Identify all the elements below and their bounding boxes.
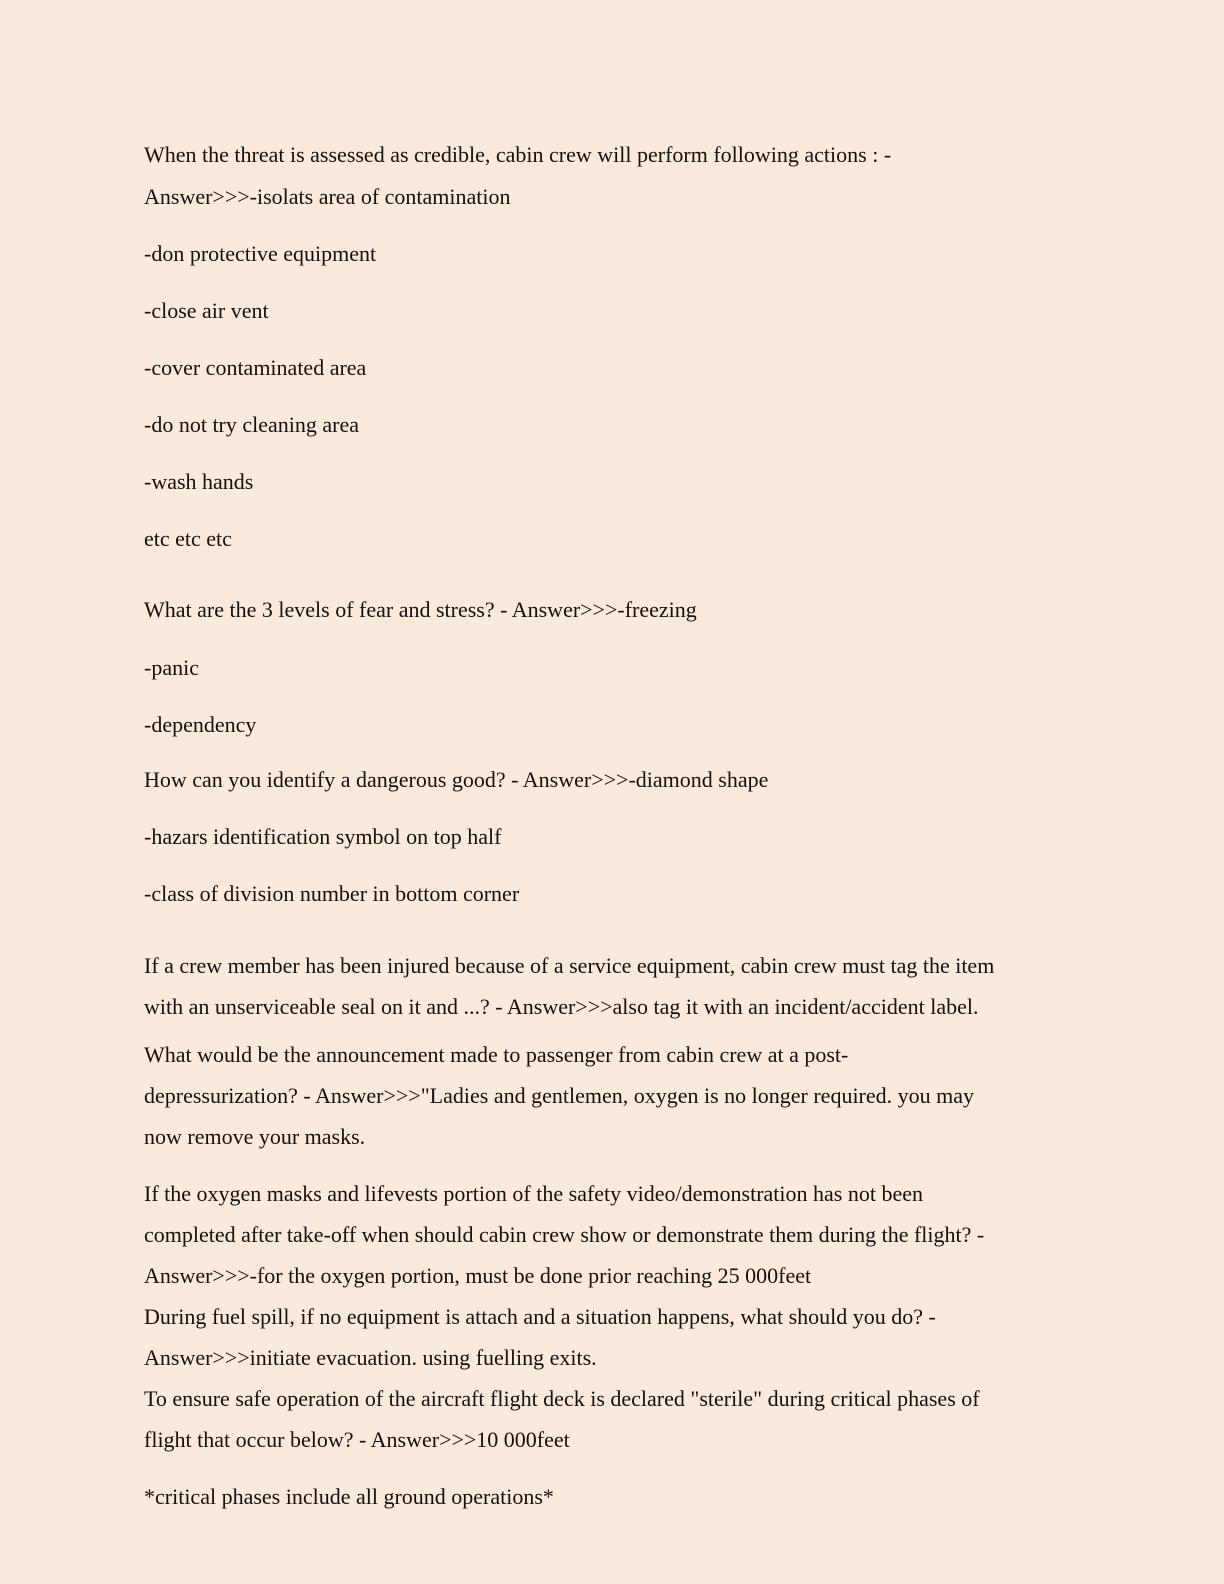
text-line: with an unserviceable seal on it and ...? - Answer>>>also tag it with an incident/accident label. [144, 994, 979, 1019]
text-line: If a crew member has been injured because of a service equipment, cabin crew must tag the item [144, 953, 995, 978]
text-line: flight that occur below? - Answer>>>10 000feet [144, 1427, 570, 1452]
text-line: -class of division number in bottom corner [144, 881, 520, 906]
text-line: How can you identify a dangerous good? - Answer>>>-diamond shape [144, 767, 769, 792]
text-line: -close air vent [144, 298, 269, 323]
text-line: depressurization? - Answer>>>"Ladies and gentlemen, oxygen is no longer required. you may [144, 1083, 975, 1108]
text-line: etc etc etc [144, 526, 232, 551]
text-line: -dependency [144, 712, 257, 737]
text-line: Answer>>>initiate evacuation. using fuelling exits. [144, 1345, 597, 1370]
text-line: To ensure safe operation of the aircraft flight deck is declared "sterile" during critical phases of [144, 1386, 980, 1411]
text-line: -wash hands [144, 469, 254, 494]
text-line: What would be the announcement made to passenger from cabin crew at a post- [144, 1042, 849, 1067]
text-line: now remove your masks. [144, 1124, 366, 1149]
text-line: Answer>>>-isolats area of contamination [144, 184, 511, 209]
text-line: What are the 3 levels of fear and stress? - Answer>>>-freezing [144, 597, 697, 622]
text-line: -cover contaminated area [144, 355, 367, 380]
text-line: -hazars identification symbol on top half [144, 824, 502, 849]
text-line: Answer>>>-for the oxygen portion, must be done prior reaching 25 000feet [144, 1263, 812, 1288]
text-line: When the threat is assessed as credible, cabin crew will perform following actions : - [144, 142, 892, 167]
text-line: During fuel spill, if no equipment is attach and a situation happens, what should you do? - [144, 1304, 936, 1329]
text-line: -do not try cleaning area [144, 412, 360, 437]
text-line: -don protective equipment [144, 241, 377, 266]
text-line: completed after take-off when should cabin crew show or demonstrate them during the flight? - [144, 1222, 985, 1247]
text-line: -panic [144, 655, 199, 680]
text-line: *critical phases include all ground operations* [144, 1484, 554, 1509]
text-line: If the oxygen masks and lifevests portion of the safety video/demonstration has not been [144, 1181, 923, 1206]
